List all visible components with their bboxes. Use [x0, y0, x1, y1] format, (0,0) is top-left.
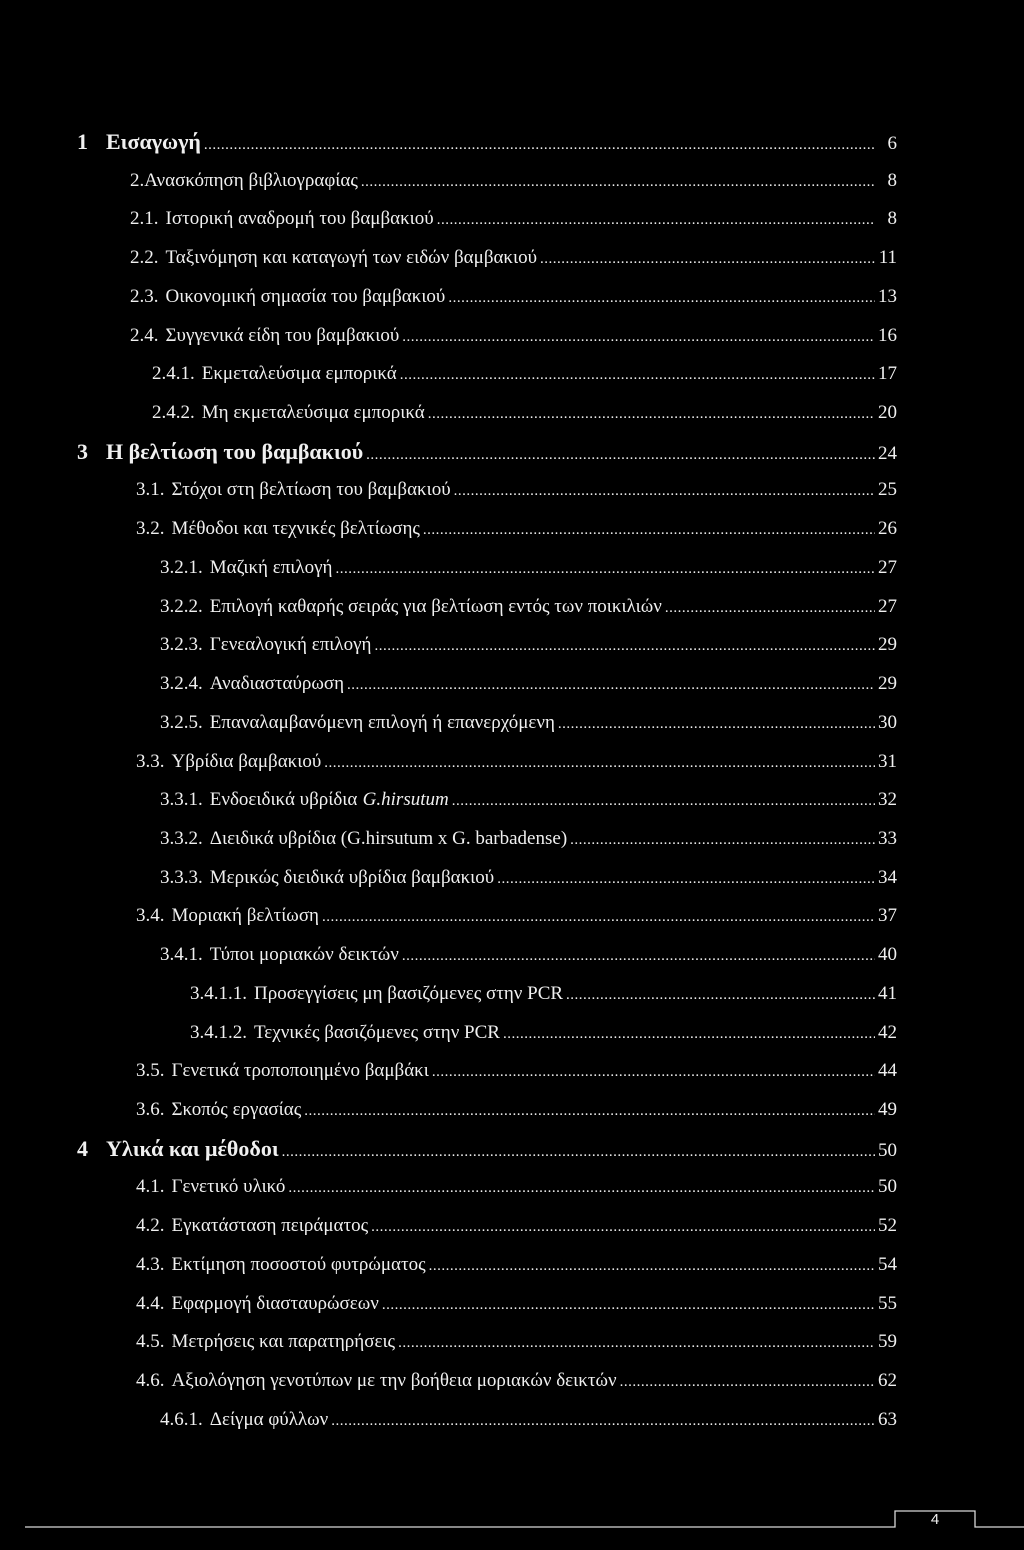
toc-entry — [77, 665, 897, 704]
toc-entry-number: 3.3.2. — [160, 827, 203, 849]
toc-entry — [77, 626, 897, 665]
toc-entry-number: 4 — [77, 1135, 88, 1161]
toc-entry-page-number: 8 — [887, 208, 897, 230]
toc-entry — [77, 820, 897, 859]
dot-leader — [322, 898, 875, 937]
toc-entry-title: Μερικώς διειδικά υβρίδια βαμβακιού — [209, 866, 495, 888]
toc-entry-page-number: 55 — [878, 1292, 897, 1314]
toc-entry-title: Η βελτίωση του βαμβακιού — [106, 438, 364, 464]
toc-entry — [77, 1323, 897, 1362]
toc-entry — [77, 743, 897, 782]
toc-entry — [77, 1362, 897, 1401]
toc-entry-number: 3.2.5. — [160, 711, 203, 733]
toc-entry-number: 3.5. — [136, 1060, 165, 1082]
toc-entry-page-number: 44 — [878, 1060, 897, 1082]
dot-leader — [497, 860, 875, 899]
dot-leader — [402, 318, 875, 357]
toc-entry-number: 3.2.2. — [160, 595, 203, 617]
dot-leader — [558, 705, 875, 744]
toc-chapter-heading — [77, 1130, 897, 1169]
toc-entry — [77, 162, 897, 201]
toc-entry-number: 2.3. — [130, 285, 159, 307]
toc-entry-number: 3.6. — [136, 1098, 165, 1120]
toc-entry-page-number: 11 — [878, 247, 897, 269]
dot-leader — [437, 201, 875, 240]
toc-entry-page-number: 29 — [878, 634, 897, 656]
toc-entry-page-number: 50 — [878, 1139, 897, 1161]
toc-entry — [77, 781, 897, 820]
toc-entry-title: Γενεαλογική επιλογή — [209, 634, 372, 656]
footer-page-number: 4 — [930, 1511, 940, 1528]
toc-entry-page-number: 37 — [878, 905, 897, 927]
toc-entry — [77, 897, 897, 936]
toc-entry-number: 3.3.3. — [160, 866, 203, 888]
toc-entry — [77, 588, 897, 627]
toc-entry — [77, 1207, 897, 1246]
toc-entry — [77, 239, 897, 278]
toc-entry-page-number: 50 — [878, 1176, 897, 1198]
dot-leader — [347, 666, 875, 705]
toc-entry-title: Γενετικό υλικό — [171, 1176, 286, 1198]
toc-entry-title: Σκοπός εργασίας — [171, 1098, 302, 1120]
toc-entry — [77, 1246, 897, 1285]
toc-entry-title-italic: G.hirsutum — [362, 789, 449, 811]
toc-entry-page-number: 63 — [878, 1408, 897, 1430]
dot-leader — [402, 937, 875, 976]
toc-entry-title: Ταξινόμηση και καταγωγή των ειδών βαμβακιού — [165, 247, 538, 269]
toc-entry-title: Προσεγγίσεις μη βασιζόμενες στην PCR — [254, 982, 564, 1004]
toc-entry-number: 3.1. — [136, 479, 165, 501]
toc-entry — [77, 936, 897, 975]
toc-entry-title: Διειδικά υβρίδια (G.hirsutum x G. barbadense) — [209, 827, 568, 849]
toc-entry — [77, 355, 897, 394]
dot-leader — [454, 472, 875, 511]
dot-leader — [570, 821, 875, 860]
toc-entry-title: Μη εκμεταλεύσιμα εμπορικά — [201, 402, 425, 424]
toc-entry-page-number: 32 — [878, 789, 897, 811]
toc-entry-number: 4.5. — [136, 1331, 165, 1353]
toc-entry-page-number: 42 — [878, 1021, 897, 1043]
toc-entry — [77, 1052, 897, 1091]
toc-entry-page-number: 27 — [878, 595, 897, 617]
toc-entry-number: 3.4.1. — [160, 944, 203, 966]
toc-entry-title: Υβρίδια βαμβακιού — [171, 750, 322, 772]
dot-leader — [432, 1053, 875, 1092]
toc-entry — [77, 471, 897, 510]
toc-entry-title: Εγκατάσταση πειράματος — [171, 1215, 369, 1237]
toc-entry-number: 4.6. — [136, 1370, 165, 1391]
dot-leader — [503, 1015, 875, 1054]
dot-leader — [566, 976, 875, 1015]
toc-entry-number: 3.3.1. — [160, 789, 203, 811]
page-footer — [0, 1500, 1024, 1540]
toc-entry-page-number: 33 — [878, 827, 897, 849]
toc-entry — [77, 317, 897, 356]
toc-entry — [77, 200, 897, 239]
footer-rule — [0, 1500, 1024, 1540]
dot-leader — [335, 550, 875, 589]
toc-entry-page-number: 62 — [878, 1370, 897, 1391]
toc-entry-number: 3.2. — [136, 518, 165, 540]
toc-entry-number: 3.2.4. — [160, 673, 203, 695]
dot-leader — [361, 163, 875, 202]
toc-entry-number: 4.3. — [136, 1253, 165, 1275]
toc-entry-page-number: 40 — [878, 944, 897, 966]
toc-entry — [77, 859, 897, 898]
toc-entry-number: 4.4. — [136, 1292, 165, 1314]
toc-entry-title: Εισαγωγή — [106, 129, 201, 154]
toc-entry — [77, 278, 897, 317]
toc-entry-title: Τεχνικές βασιζόμενες στην PCR — [254, 1021, 500, 1043]
dot-leader — [371, 1208, 875, 1247]
toc-entry-page-number: 49 — [878, 1098, 897, 1120]
toc-entry — [77, 1168, 897, 1207]
toc-entry-number: 2.4.2. — [152, 402, 195, 424]
toc-entry-number: 4.1. — [136, 1176, 165, 1198]
toc-entry-title: Επαναλαμβανόμενη επιλογή ή επανερχόμενη — [209, 711, 555, 733]
dot-leader — [398, 1324, 875, 1363]
dot-leader — [366, 436, 875, 475]
toc-entry-number: 3.2.3. — [160, 634, 203, 656]
toc-entry-title: 2.Ανασκόπηση βιβλιογραφίας — [130, 169, 358, 191]
toc-entry-page-number: 20 — [878, 402, 897, 424]
dot-leader — [540, 240, 875, 279]
toc-entry-page-number: 52 — [878, 1215, 897, 1237]
toc-entry-title: Εκτίμηση ποσοστού φυτρώματος — [171, 1253, 426, 1275]
dot-leader — [282, 1133, 875, 1172]
toc-entry-title: Στόχοι στη βελτίωση του βαμβακιού — [171, 479, 451, 501]
toc-entry — [77, 1091, 897, 1130]
toc-entry-number: 2.1. — [130, 208, 159, 230]
toc-entry-title: Οικονομική σημασία του βαμβακιού — [165, 285, 446, 307]
toc-entry-title: Υλικά και μέθοδοι — [106, 1135, 279, 1161]
toc-entry-number: 3.4.1.1. — [190, 982, 247, 1004]
toc-entry-title: Δείγμα φύλλων — [209, 1408, 329, 1430]
dot-leader — [423, 511, 875, 550]
table-of-contents — [77, 123, 897, 1439]
toc-entry-number: 3.4.1.2. — [190, 1021, 247, 1043]
toc-entry-page-number: 30 — [878, 711, 897, 733]
dot-leader — [452, 782, 875, 821]
toc-entry-number: 2.4.1. — [152, 363, 195, 385]
toc-entry — [77, 549, 897, 588]
toc-entry-page-number: 24 — [878, 442, 897, 464]
toc-entry-number: 3 — [77, 438, 88, 464]
toc-entry — [77, 704, 897, 743]
toc-entry-page-number: 13 — [878, 285, 897, 307]
toc-entry-page-number: 29 — [878, 673, 897, 695]
toc-entry-title: Γενετικά τροποποιημένο βαμβάκι — [171, 1060, 429, 1082]
toc-entry-page-number: 25 — [878, 479, 897, 501]
toc-entry-page-number: 26 — [878, 518, 897, 540]
toc-entry-page-number: 54 — [878, 1253, 897, 1275]
toc-entry-page-number: 59 — [878, 1331, 897, 1353]
toc-entry-number: 1 — [77, 129, 88, 154]
dot-leader — [428, 395, 875, 434]
dot-leader — [374, 627, 875, 666]
toc-entry — [77, 394, 897, 433]
toc-entry — [77, 975, 897, 1014]
dot-leader — [331, 1402, 875, 1441]
toc-entry-title: Ιστορική αναδρομή του βαμβακιού — [165, 208, 434, 230]
toc-entry-title: Συγγενικά είδη του βαμβακιού — [165, 324, 400, 346]
dot-leader — [304, 1092, 875, 1131]
toc-entry-number: 4.2. — [136, 1215, 165, 1237]
toc-entry-number: 4.6.1. — [160, 1408, 203, 1430]
toc-entry-title: Μοριακή βελτίωση — [171, 905, 319, 927]
toc-entry-title: Αναδιασταύρωση — [209, 673, 345, 695]
toc-entry-title: Αξιολόγηση γενοτύπων με την βοήθεια μοριακών δεικτών — [171, 1370, 617, 1391]
toc-entry-page-number: 6 — [887, 133, 897, 154]
toc-entry — [77, 1401, 897, 1440]
toc-entry-title: Μέθοδοι και τεχνικές βελτίωσης — [171, 518, 420, 540]
toc-entry-title: Ενδοειδικά υβρίδια — [209, 789, 358, 811]
dot-leader — [665, 589, 875, 628]
toc-entry-number: 2.4. — [130, 324, 159, 346]
toc-entry-title: Τύποι μοριακών δεικτών — [209, 944, 399, 966]
toc-chapter-heading — [77, 433, 897, 472]
toc-entry-page-number: 17 — [878, 363, 897, 385]
toc-entry-number: 3.2.1. — [160, 556, 203, 578]
dot-leader — [400, 356, 875, 395]
toc-entry-title: Εφαρμογή διασταυρώσεων — [171, 1292, 379, 1314]
toc-entry-title: Μετρήσεις και παρατηρήσεις — [171, 1331, 396, 1353]
toc-entry-number: 3.4. — [136, 905, 165, 927]
toc-entry — [77, 1285, 897, 1324]
toc-entry-page-number: 31 — [878, 750, 897, 772]
dot-leader — [324, 744, 875, 783]
toc-entry-title: Επιλογή καθαρής σειράς για βελτίωση εντός των ποικιλιών — [209, 595, 662, 617]
dot-leader — [288, 1169, 875, 1208]
toc-entry-number: 3.3. — [136, 750, 165, 772]
toc-entry-title: Μαζική επιλογή — [209, 556, 333, 578]
dot-leader — [620, 1363, 875, 1402]
toc-entry-page-number: 27 — [878, 556, 897, 578]
dot-leader — [429, 1247, 875, 1286]
dot-leader — [382, 1286, 875, 1325]
toc-entry-page-number: 8 — [887, 169, 897, 191]
toc-entry-number: 2.2. — [130, 247, 159, 269]
toc-chapter-heading — [77, 123, 897, 162]
dot-leader — [448, 279, 875, 318]
toc-entry — [77, 1014, 897, 1053]
toc-entry-page-number: 41 — [878, 982, 897, 1004]
dot-leader — [204, 126, 875, 165]
toc-entry-title: Εκμεταλεύσιμα εμπορικά — [201, 363, 397, 385]
toc-entry-page-number: 16 — [878, 324, 897, 346]
toc-entry — [77, 510, 897, 549]
toc-entry-page-number: 34 — [878, 866, 897, 888]
